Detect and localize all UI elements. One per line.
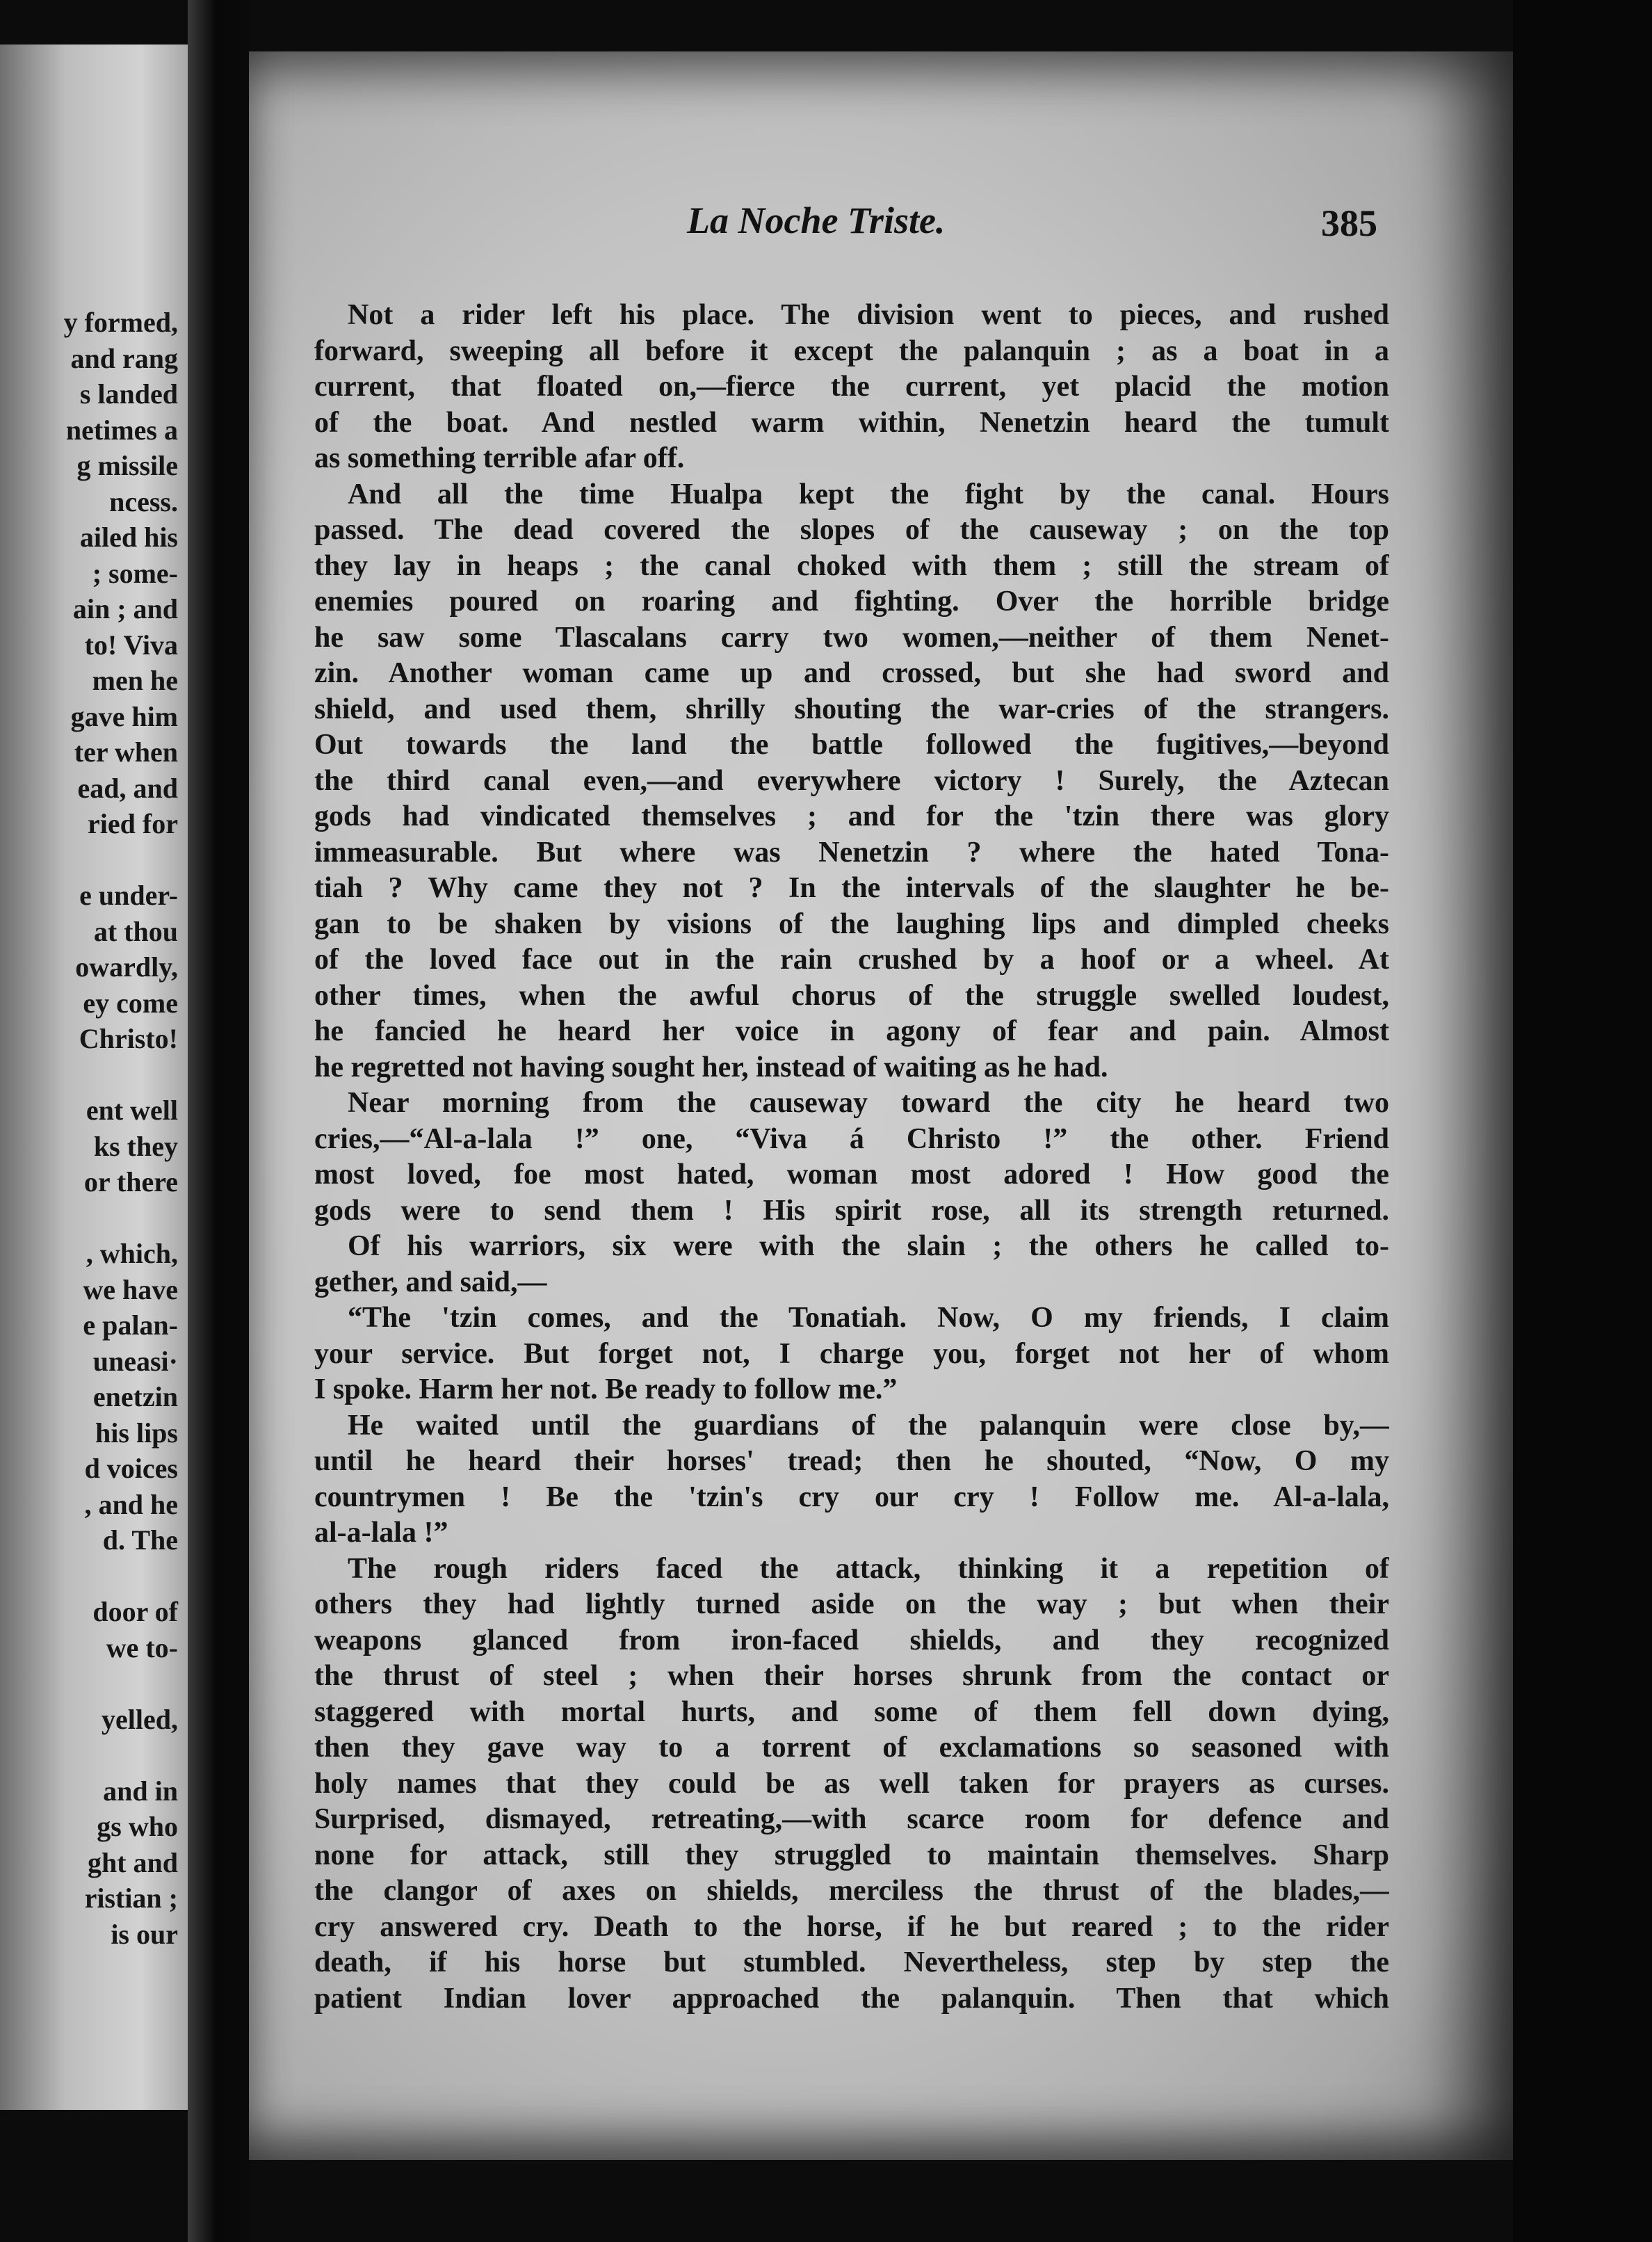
left-page-line: owardly, [75, 951, 178, 983]
left-page-line [64, 1200, 178, 1236]
left-page-line [64, 1666, 178, 1702]
text-line: of the loved face out in the rain crushed by a hoof or a wheel. At [314, 944, 1389, 976]
text-line: the third canal even,—and everywhere victory ! Surely, the Aztecan [314, 764, 1389, 797]
left-page-line: y formed, [63, 307, 178, 338]
text-line: He waited until the guardians of the palanquin were close by,— [348, 1409, 1389, 1442]
left-page-line: ; some- [92, 557, 178, 589]
text-line: Surprised, dismayed, retreating,—with scarce room for defence and [314, 1803, 1389, 1835]
left-page-line: or there [83, 1166, 178, 1197]
left-page-line: door of [92, 1596, 178, 1627]
left-page-line: ain ; and [72, 593, 178, 624]
left-page-line [64, 1558, 178, 1595]
left-page-line: ght and [87, 1846, 178, 1878]
left-page-line: ead, and [77, 772, 178, 804]
left-page-line: s landed [79, 378, 178, 410]
text-line: enemies poured on roaring and fighting. Over the horrible bridge [314, 586, 1389, 618]
left-page-line: and in [103, 1775, 178, 1807]
left-page-line: ristian ; [84, 1882, 178, 1914]
left-page-line: his lips [95, 1417, 178, 1449]
text-line: gether, and said,— [314, 1266, 547, 1298]
left-page-line: e palan- [83, 1309, 178, 1341]
text-line: others they had lightly turned aside on the way ; but when their [314, 1588, 1389, 1620]
left-page-line [64, 1737, 178, 1773]
left-page-line: netimes a [65, 414, 178, 446]
text-line: Out towards the land the battle followed the fugitives,—beyond [314, 729, 1389, 761]
text-line: death, if his horse but stumbled. Nevertheless, step by step the [314, 1946, 1389, 1978]
body-text [314, 298, 1389, 2017]
text-line: shield, and used them, shrilly shouting the war-cries of the strangers. [314, 693, 1389, 725]
left-page-line: ey come [83, 987, 178, 1019]
left-page-line: ent well [86, 1095, 178, 1126]
left-page-line: at thou [93, 915, 178, 947]
text-line: staggered with mortal hurts, and some of them fell down dying, [314, 1695, 1389, 1728]
text-line: none for attack, still they struggled to maintain themselves. Sharp [314, 1839, 1389, 1871]
left-page-line: gs who [97, 1811, 178, 1842]
text-line: gan to be shaken by visions of the laughing lips and dimpled cheeks [314, 908, 1389, 940]
text-line: gods had vindicated themselves ; and for the 'tzin there was glory [314, 800, 1389, 832]
text-line: the clangor of axes on shields, merciless the thrust of the blades,— [314, 1875, 1389, 1907]
left-page-line: ried for [88, 808, 178, 839]
text-line: until he heard their horses' tread; then he shouted, “Now, O my [314, 1445, 1389, 1477]
text-line: of the boat. And nestled warm within, Nenetzin heard the tumult [314, 406, 1389, 439]
left-page-line: is our [111, 1918, 178, 1950]
text-line: as something terrible afar off. [314, 442, 685, 474]
left-page-line [64, 842, 178, 878]
book-gutter [188, 0, 250, 2242]
left-page-line: gave him [70, 700, 178, 732]
left-page-text [64, 305, 178, 1952]
text-line: then they gave way to a torrent of exclamations so seasoned with [314, 1732, 1389, 1764]
text-line: Of his warriors, six were with the slain ; the others he called to- [348, 1230, 1389, 1262]
text-line: al-a-lala !” [314, 1517, 448, 1549]
text-line: holy names that they could be as well taken for prayers as curses. [314, 1767, 1389, 1800]
left-page-line: Christo! [79, 1023, 178, 1054]
text-line: other times, when the awful chorus of the struggle swelled loudest, [314, 979, 1389, 1012]
text-line: Near morning from the causeway toward the city he heard two [348, 1087, 1389, 1119]
text-line: countrymen ! Be the 'tzin's cry our cry ! Follow me. Al-a-lala, [314, 1481, 1389, 1513]
page-number: 385 [1321, 202, 1377, 244]
left-page-line: , which, [86, 1238, 178, 1269]
text-line: I spoke. Harm her not. Be ready to follow me.” [314, 1373, 898, 1405]
text-line: he saw some Tlascalans carry two women,—neither of them Nenet- [314, 621, 1389, 654]
left-page-line: d. The [102, 1524, 178, 1556]
text-line: weapons glanced from iron-faced shields, and they recognized [314, 1624, 1389, 1656]
text-line: current, that floated on,—fierce the current, yet placid the motion [314, 371, 1389, 403]
text-line: he regretted not having sought her, instead of waiting as he had. [314, 1051, 1108, 1083]
text-line: cry answered cry. Death to the horse, if he but reared ; to the rider [314, 1910, 1389, 1943]
text-line: And all the time Hualpa kept the fight by the canal. Hours [348, 478, 1389, 510]
text-line: patient Indian lover approached the palanquin. Then that which [314, 1982, 1389, 2015]
text-line: the thrust of steel ; when their horses shrunk from the contact or [314, 1660, 1389, 1692]
left-page-line: ncess. [109, 485, 178, 517]
text-line: your service. But forget not, I charge you, forget not her of whom [314, 1337, 1389, 1370]
left-page-line: e under- [79, 880, 178, 911]
text-line: “The 'tzin comes, and the Tonatiah. Now, O my friends, I claim [348, 1302, 1389, 1334]
left-page-line: we have [83, 1273, 178, 1305]
left-page-line: and rang [70, 342, 178, 374]
left-page-line: d voices [84, 1453, 178, 1484]
text-line: forward, sweeping all before it except the palanquin ; as a boat in a [314, 334, 1389, 367]
running-head: La Noche Triste. [687, 200, 946, 241]
text-line: tiah ? Why came they not ? In the intervals of the slaughter he be- [314, 872, 1389, 904]
left-page-line: ailed his [79, 522, 178, 553]
scan-background [1513, 0, 1652, 2242]
left-page-line [64, 1057, 178, 1093]
text-line: he fancied he heard her voice in agony of fear and pain. Almost [314, 1015, 1389, 1047]
text-line: The rough riders faced the attack, thinking it a repetition of [348, 1552, 1389, 1585]
left-page-line: to! Viva [84, 629, 178, 661]
text-line: zin. Another woman came up and crossed, but she had sword and [314, 657, 1389, 689]
left-page-line: ter when [74, 736, 178, 768]
left-page-line: g missile [76, 450, 178, 481]
left-page-fragment [0, 45, 188, 2110]
text-line: immeasurable. But where was Nenetzin ? where the hated Tona- [314, 836, 1389, 869]
left-page-line: uneasi· [92, 1345, 178, 1377]
left-page-line: ks they [93, 1130, 178, 1162]
text-line: passed. The dead covered the slopes of the causeway ; on the top [314, 514, 1389, 546]
text-line: most loved, foe most hated, woman most adored ! How good the [314, 1159, 1389, 1191]
text-line: cries,—“Al-a-lala !” one, “Viva á Christo !” the other. Friend [314, 1122, 1389, 1155]
left-page-line: , and he [84, 1488, 178, 1520]
left-page-line: yelled, [102, 1703, 178, 1735]
left-page-line: men he [92, 665, 178, 696]
text-line: gods were to send them ! His spirit rose, all its strength returned. [314, 1194, 1389, 1227]
text-line: Not a rider left his place. The division went to pieces, and rushed [348, 299, 1389, 331]
left-page-line: we to- [106, 1631, 178, 1663]
text-line: they lay in heaps ; the canal choked with them ; still the stream of [314, 549, 1389, 582]
left-page-line: enetzin [92, 1381, 178, 1412]
